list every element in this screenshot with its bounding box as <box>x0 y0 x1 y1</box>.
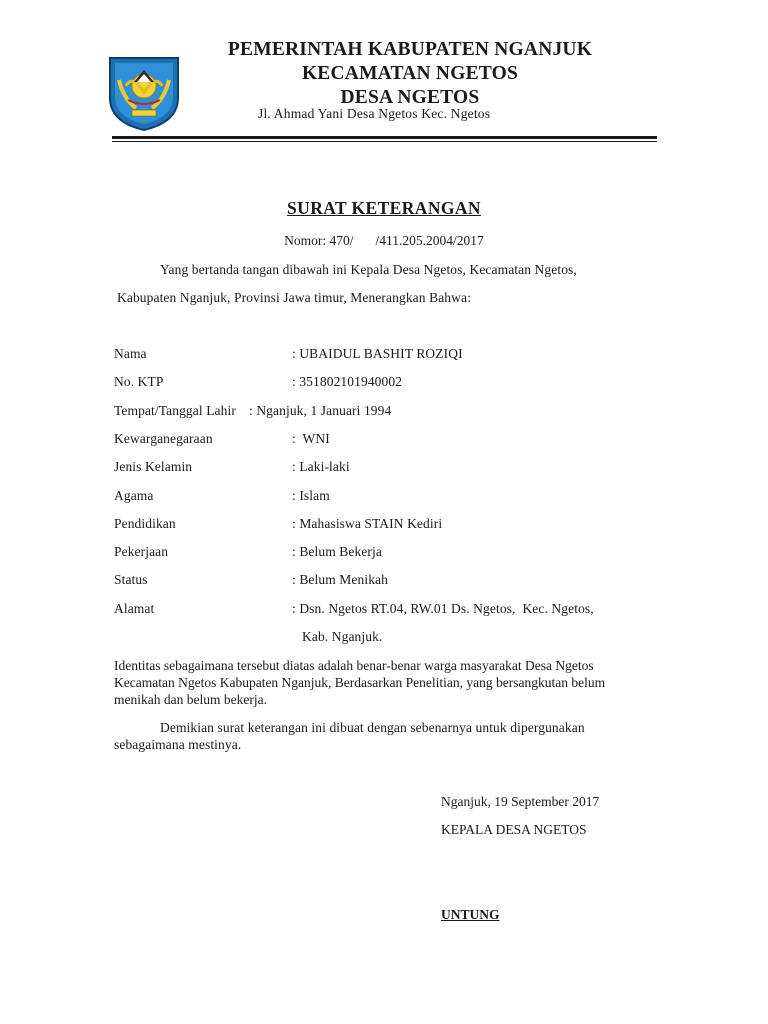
field-value-kewarganegaraan: : WNI <box>292 431 330 446</box>
field-label-alamat: Alamat <box>114 601 155 616</box>
field-label-pendidikan: Pendidikan <box>114 516 176 531</box>
field-label-nama: Nama <box>114 346 147 361</box>
field-value-jenis-kelamin: : Laki-laki <box>292 459 350 474</box>
letterhead-village: DESA NGETOS <box>340 87 480 108</box>
field-label-status: Status <box>114 572 148 587</box>
field-value-alamat: : Dsn. Ngetos RT.04, RW.01 Ds. Ngetos, Kec. Ngetos, <box>292 601 594 616</box>
field-value-pekerjaan: : Belum Bekerja <box>292 544 382 559</box>
field-value-ktp: : 351802101940002 <box>292 374 403 389</box>
letterhead-divider-thick <box>112 136 657 139</box>
field-label-agama: Agama <box>114 488 154 503</box>
field-label-jenis-kelamin: Jenis Kelamin <box>114 459 193 474</box>
letterhead-divider-thin <box>112 141 657 142</box>
field-label-kewarganegaraan: Kewarganegaraan <box>114 431 213 446</box>
field-value-nama: : UBAIDUL BASHIT ROZIQI <box>292 346 463 361</box>
field-value-ttl: : Nganjuk, 1 Januari 1994 <box>249 403 392 418</box>
letter-number-prefix: Nomor: 470/ <box>284 233 354 248</box>
letterhead-district: KECAMATAN NGETOS <box>301 63 519 84</box>
field-label-ttl: Tempat/Tanggal Lahir <box>114 403 236 418</box>
field-label-ktp: No. KTP <box>114 374 164 389</box>
letterhead-government: PEMERINTAH KABUPATEN NGANJUK <box>227 39 593 60</box>
letter-number-suffix: /411.205.2004/2017 <box>375 233 484 248</box>
field-value-pendidikan: : Mahasiswa STAIN Kediri <box>292 516 443 531</box>
signature-name: UNTUNG <box>441 907 500 922</box>
statement-paragraph: Identitas sebagaimana tersebut diatas adalah benar-benar warga masyarakat Desa Ngetos Kecamatan Ngetos Kabupaten Nganjuk, Berdasarkan Penelitian, yang bersangkutan belum menikah dan belum bekerja. <box>114 658 606 707</box>
nganjuk-regency-emblem-icon <box>106 52 182 132</box>
closing-line-2: sebagaimana mestinya. <box>114 737 242 752</box>
field-value-agama: : Islam <box>292 488 330 503</box>
field-value-alamat-continued: Kab. Nganjuk. <box>302 629 383 644</box>
letterhead-address: Jl. Ahmad Yani Desa Ngetos Kec. Ngetos <box>258 106 491 121</box>
closing-line-1: Demikian surat keterangan ini dibuat dengan sebenarnya untuk dipergunakan <box>160 720 585 735</box>
letter-title: SURAT KETERANGAN <box>287 198 481 218</box>
intro-line-1: Yang bertanda tangan dibawah ini Kepala Desa Ngetos, Kecamatan Ngetos, <box>160 262 577 277</box>
intro-line-2: Kabupaten Nganjuk, Provinsi Jawa timur, Menerangkan Bahwa: <box>117 290 471 305</box>
field-value-status: : Belum Menikah <box>292 572 388 587</box>
signature-position: KEPALA DESA NGETOS <box>441 822 587 837</box>
signature-place-date: Nganjuk, 19 September 2017 <box>441 794 600 809</box>
field-label-pekerjaan: Pekerjaan <box>114 544 169 559</box>
letter-number <box>0 233 768 249</box>
